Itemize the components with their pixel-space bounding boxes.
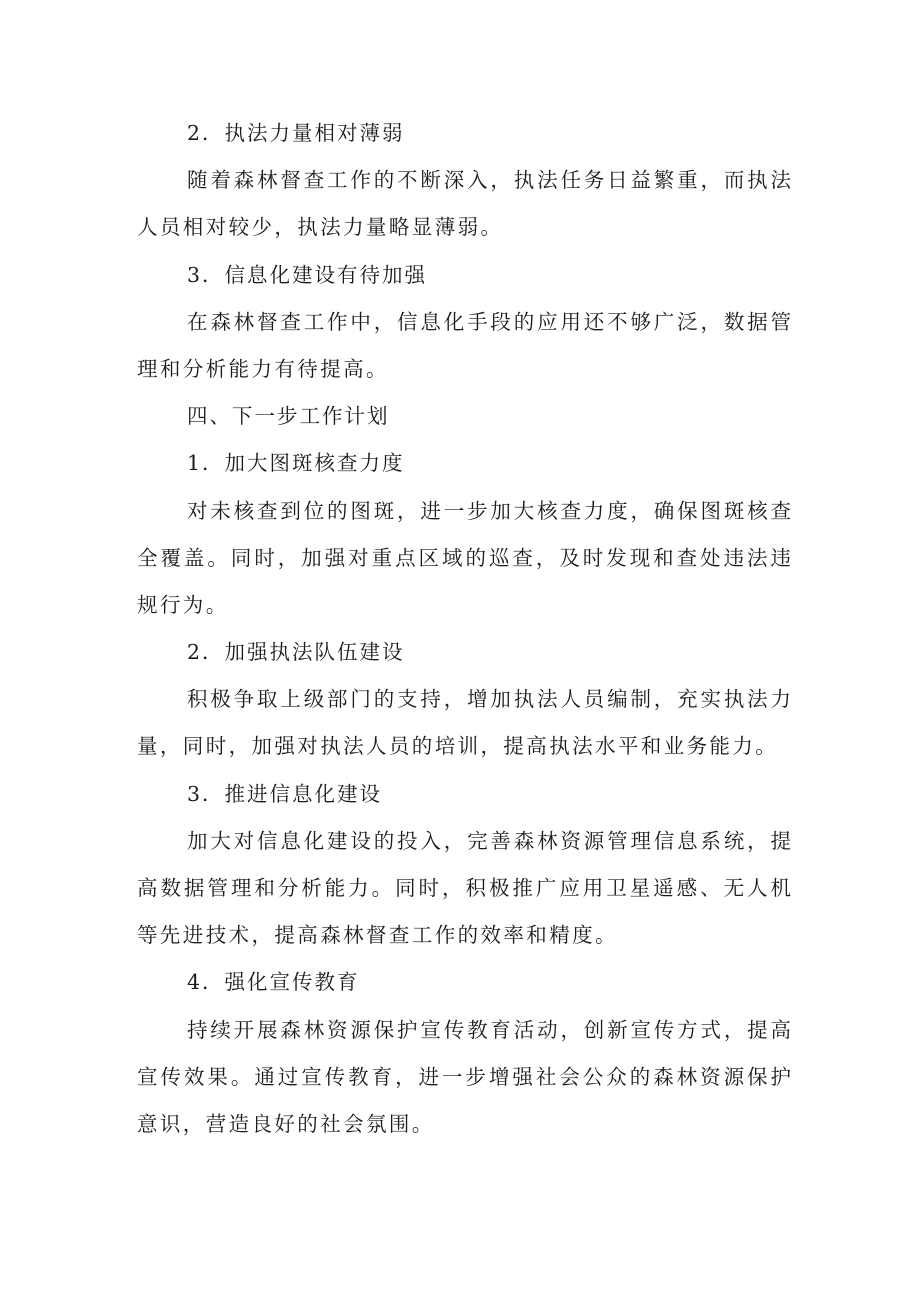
section-heading: 4．强化宣传教育 <box>187 970 360 995</box>
paragraph-line: 高数据管理和分析能力。同时，积极推广应用卫星遥感、无人机 <box>137 876 791 900</box>
section-heading: 1．加大图斑核查力度 <box>187 451 405 476</box>
paragraph-line: 意识，营造良好的社会氛围。 <box>137 1111 435 1136</box>
document-body <box>137 110 791 1148</box>
paragraph-line: 对未核查到位的图斑，进一步加大核查力度，确保图斑核查 <box>187 498 791 523</box>
paragraph-line: 量，同时，加强对执法人员的培训，提高执法水平和业务能力。 <box>137 734 779 759</box>
paragraph-line: 理和分析能力有待提高。 <box>137 356 389 381</box>
paragraph-line: 人员相对较少，执法力量略显薄弱。 <box>137 215 504 240</box>
chapter-heading: 四、下一步工作计划 <box>187 404 390 429</box>
paragraph-line: 全覆盖。同时，加强对重点区域的巡查，及时发现和查处违法违 <box>137 545 791 570</box>
paragraph-line: 等先进技术，提高森林督查工作的效率和精度。 <box>137 923 618 948</box>
paragraph-line: 在森林督查工作中，信息化手段的应用还不够广泛，数据管 <box>187 309 791 334</box>
paragraph-line: 积极争取上级部门的支持，增加执法人员编制，充实执法力 <box>187 687 791 712</box>
paragraph-line: 规行为。 <box>137 592 229 617</box>
section-heading: 3．信息化建设有待加强 <box>187 262 428 287</box>
section-heading: 2．加强执法队伍建设 <box>187 640 405 665</box>
section-heading: 2．执法力量相对薄弱 <box>187 121 405 145</box>
paragraph-line: 持续开展森林资源保护宣传教育活动，创新宣传方式，提高 <box>187 1017 791 1042</box>
paragraph-line: 宣传效果。通过宣传教育，进一步增强社会公众的森林资源保护 <box>137 1064 791 1089</box>
paragraph-line: 随着森林督查工作的不断深入，执法任务日益繁重，而执法 <box>187 168 791 193</box>
paragraph-line: 加大对信息化建设的投入，完善森林资源管理信息系统，提 <box>187 828 791 853</box>
section-heading: 3．推进信息化建设 <box>187 781 383 806</box>
